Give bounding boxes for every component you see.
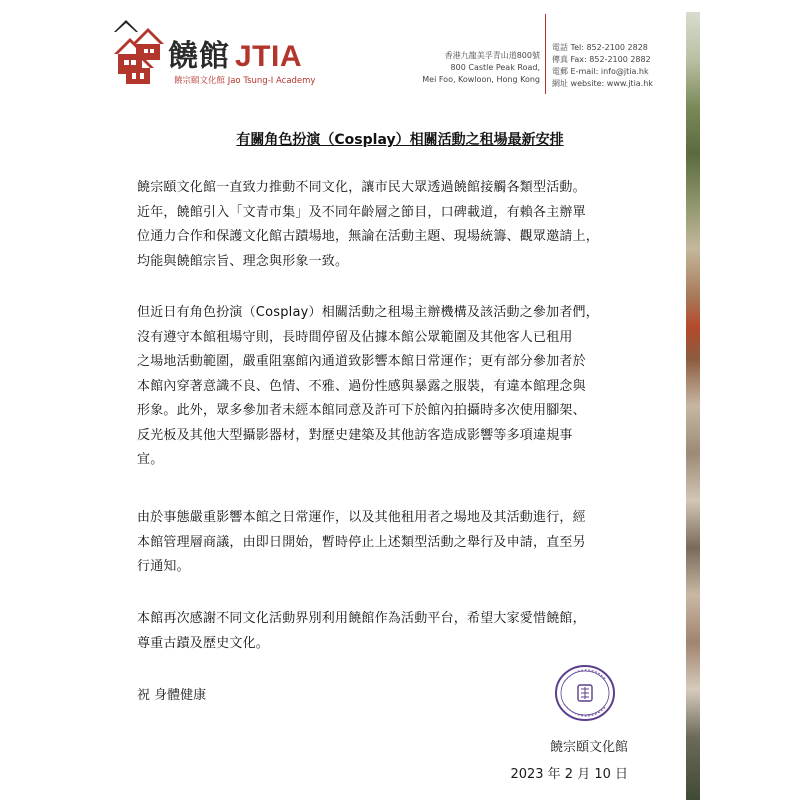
paragraph-line: 由於事態嚴重影響本館之日常運作，以及其他租用者之場地及其活動進行，經	[137, 510, 586, 525]
paragraph-4	[137, 607, 657, 656]
address-block	[380, 50, 540, 86]
paragraph-line: 之場地活動範圍，嚴重阻塞館內通道致影響本館日常運作；更有部分參加者於	[137, 354, 586, 369]
contact-website: 網址 website: www.jtia.hk	[552, 79, 653, 88]
logo-chinese-name: 饒館	[168, 39, 230, 74]
contact-fax: 傳真 Fax: 852-2100 2882	[552, 55, 651, 64]
header-divider	[545, 14, 546, 94]
paragraph-line: 尊重古蹟及歷史文化。	[137, 635, 270, 651]
notice-title: 有關角色扮演（Cosplay）相關活動之租場最新安排	[236, 132, 564, 148]
contact-block	[552, 42, 682, 90]
logo-english-acronym: JTIA	[235, 40, 303, 73]
paragraph-3	[137, 506, 657, 580]
closing-salutation: 祝 身體健康	[137, 688, 207, 703]
paragraph-line: 形象。此外，眾多參加者未經本館同意及許可下於館內拍攝時多次使用腳架、	[137, 403, 586, 418]
paragraph-line: 本館再次感謝不同文化活動界別利用饒館作為活動平台，希望大家愛惜饒館，	[137, 611, 586, 626]
logo-subtitle: 饒宗頤文化館 Jao Tsung-I Academy	[174, 76, 316, 86]
paragraph-line: 饒宗頤文化館一直致力推動不同文化，讓市民大眾透過饒館接觸各類型活動。	[137, 180, 586, 195]
house-roofs-logo-icon	[112, 18, 172, 88]
paragraph-line: 沒有遵守本館租場守則，長時間停留及佔據本館公眾範圍及其他客人已租用	[137, 329, 573, 345]
jtia-logo	[112, 18, 322, 88]
paragraph-line: 宜。	[137, 452, 164, 467]
paragraph-line: 反光板及其他大型攝影器材，對歷史建築及其他訪客造成影響等多項違規事	[137, 427, 573, 443]
academy-seal-icon	[554, 664, 616, 722]
paragraph-1	[137, 176, 657, 274]
paragraph-line: 均能與饒館宗旨、理念與形象一致。	[137, 253, 349, 269]
paragraph-line: 本館管理層商議，由即日開始，暫時停止上述類型活動之舉行及申請，直至另	[137, 534, 586, 550]
address-line: Mei Foo, Kowloon, Hong Kong	[422, 75, 540, 84]
address-line: 800 Castle Peak Road,	[450, 63, 540, 72]
paragraph-line: 本館內穿著意識不良、色情、不雅、過份性感與暴露之服裝，有違本館理念與	[137, 378, 586, 394]
contact-email: 電郵 E-mail: info@jtia.hk	[552, 67, 649, 76]
signature-date: 2023 年 2 月 10 日	[510, 767, 628, 782]
address-line: 香港九龍美孚青山道800號	[444, 51, 540, 60]
paragraph-line: 近年，饒館引入「文青市集」及不同年齡層之節目，口碑載道，有賴各主辦單	[137, 204, 586, 220]
contact-tel: 電話 Tel: 852-2100 2828	[552, 43, 648, 52]
paragraph-line: 行通知。	[137, 559, 190, 574]
paragraph-line: 位通力合作和保護文化館古蹟場地，無論在活動主題、現場統籌、觀眾邀請上，	[137, 229, 600, 244]
paragraph-line: 但近日有角色扮演（Cosplay）相關活動之租場主辦機構及該活動之參加者們，	[137, 305, 599, 320]
signature-organization: 饒宗頤文化館	[549, 740, 628, 755]
paragraph-2	[137, 301, 657, 473]
